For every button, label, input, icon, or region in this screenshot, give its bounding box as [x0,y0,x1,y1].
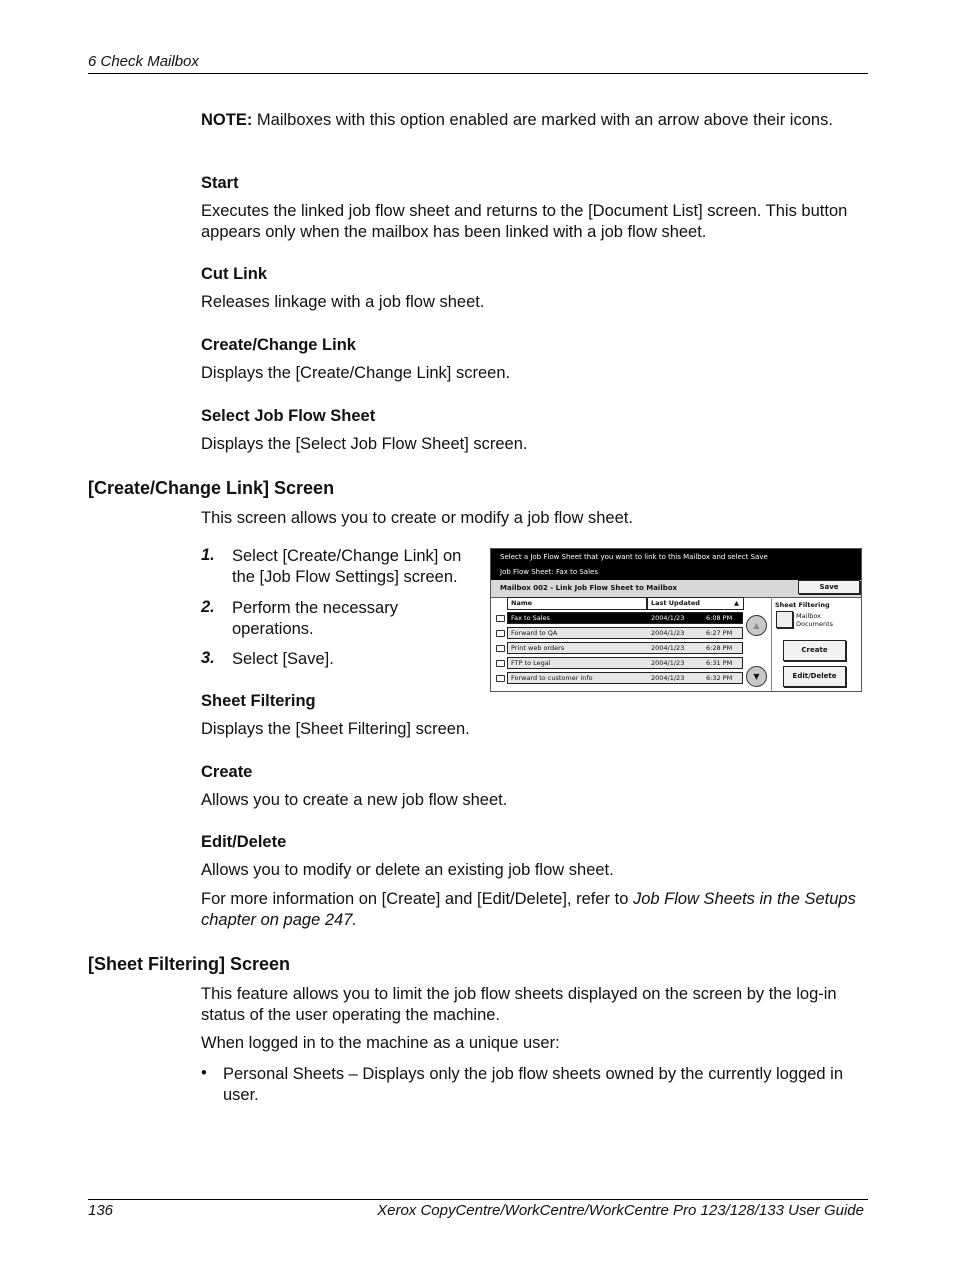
folder-icon [496,645,505,652]
row-time: 6:31 PM [706,659,733,667]
sheet-filtering-paragraph-2: When logged in to the machine as a unique user: [201,1034,560,1052]
sheet-filtering-paragraph-1: This feature allows you to limit the job flow sheets displayed on the screen by the log-in status of the user operating the machine. [201,985,837,1024]
note-label: NOTE: [201,111,253,129]
arrow-down-icon: ▼ [753,672,760,681]
save-button[interactable]: Save [798,580,860,594]
note-text: Mailboxes with this option enabled are marked with an arrow above their icons. [252,111,833,129]
list-item[interactable] [496,657,744,670]
column-header-name[interactable]: Name [507,597,647,610]
more-info-paragraph [201,889,867,931]
sheet-filtering-value [796,612,833,628]
message-area [491,549,861,580]
item-text-select-job-flow-sheet: Displays the [Select Job Flow Sheet] screen. [201,435,528,453]
row-time: 6:08 PM [706,614,733,622]
item-heading-cut-link: Cut Link [201,265,267,283]
message-line-2: Job Flow Sheet: Fax to Sales [500,568,598,576]
bullet-icon: • [201,1064,207,1082]
step-number-3: 3. [201,649,215,667]
item-text-create-change-link: Displays the [Create/Change Link] screen. [201,364,511,382]
folder-icon [496,615,505,622]
folder-icon [496,630,505,637]
item-text-create: Allows you to create a new job flow sheet. [201,791,508,809]
sheet-filtering-value-line-2: Documents [796,620,834,628]
folder-icon [496,660,505,667]
list-item[interactable] [496,672,744,685]
row-date: 2004/1/23 [651,674,685,682]
arrow-up-icon: ▲ [753,621,760,630]
bullet-text-personal-sheets: Personal Sheets – Displays only the job flow sheets owned by the currently logged in user. [223,1065,844,1104]
step-text-3: Select [Save]. [232,650,334,668]
item-text-edit-delete: Allows you to modify or delete an existing job flow sheet. [201,861,614,879]
row-time: 6:32 PM [706,674,733,682]
step-number-1: 1. [201,546,215,564]
sheet-filtering-label: Sheet Filtering [775,601,830,609]
item-heading-edit-delete: Edit/Delete [201,833,287,851]
row-time: 6:27 PM [706,629,733,637]
item-heading-select-job-flow-sheet: Select Job Flow Sheet [201,407,376,425]
step-text-1: Select [Create/Change Link] on the [Job Flow Settings] screen. [232,547,462,586]
column-header-last-updated-label: Last Updated [651,599,700,607]
more-info-text: For more information on [Create] and [Edit/Delete], refer to [201,890,633,908]
item-heading-start: Start [201,174,239,192]
step-number-2: 2. [201,598,215,616]
running-header: 6 Check Mailbox [88,53,199,70]
note-paragraph [201,110,867,131]
header-rule [88,73,868,74]
item-text-start: Executes the linked job flow sheet and returns to the [Document List] screen. This button appears only when the mailbox has been linked with a job flow sheet. [201,202,848,241]
footer-rule [88,1199,868,1200]
row-name: FTP to Legal [511,659,551,667]
section-intro: This screen allows you to create or modify a job flow sheet. [201,509,633,527]
item-heading-sheet-filtering: Sheet Filtering [201,692,316,710]
panel-divider [771,597,772,691]
item-heading-create: Create [201,763,253,781]
sheet-filtering-value-line-1: Mailbox [796,612,821,620]
row-date: 2004/1/23 [651,629,685,637]
section-heading-sheet-filtering: [Sheet Filtering] Screen [88,954,291,974]
sheet-filtering-button[interactable] [776,611,793,628]
row-time: 6:28 PM [706,644,733,652]
message-line-1: Select a Job Flow Sheet that you want to link to this Mailbox and select Save [500,553,768,561]
column-header-last-updated[interactable] [647,597,744,610]
folder-icon [496,675,505,682]
list-item[interactable] [496,627,744,640]
item-text-sheet-filtering: Displays the [Sheet Filtering] screen. [201,720,470,738]
scroll-up-button[interactable] [746,615,767,636]
row-name: Forward to QA [511,629,558,637]
scroll-down-button[interactable] [746,666,767,687]
step-text-2: Perform the necessary operations. [232,599,398,638]
section-heading-create-change-link: [Create/Change Link] Screen [88,478,335,498]
edit-delete-button[interactable]: Edit/Delete [783,666,846,687]
item-text-cut-link: Releases linkage with a job flow sheet. [201,293,485,311]
page-number: 136 [88,1202,114,1219]
guide-title: Xerox CopyCentre/WorkCentre/WorkCentre Pro 123/128/133 User Guide [377,1202,864,1219]
create-button[interactable]: Create [783,640,846,661]
job-flow-link-screenshot [490,548,862,692]
row-date: 2004/1/23 [651,614,685,622]
list-item[interactable] [496,612,744,625]
screen-title: Mailbox 002 - Link Job Flow Sheet to Mailbox [500,584,678,592]
cross-reference-link[interactable]: Job Flow Sheets in the Setups chapter on page 247. [201,890,856,929]
row-name: Print web orders [511,644,565,652]
row-date: 2004/1/23 [651,644,685,652]
sort-ascending-icon: ▲ [734,599,739,607]
row-name: Forward to customer info [511,674,593,682]
item-heading-create-change-link: Create/Change Link [201,336,356,354]
row-date: 2004/1/23 [651,659,685,667]
row-name: Fax to Sales [511,614,550,622]
list-item[interactable] [496,642,744,655]
